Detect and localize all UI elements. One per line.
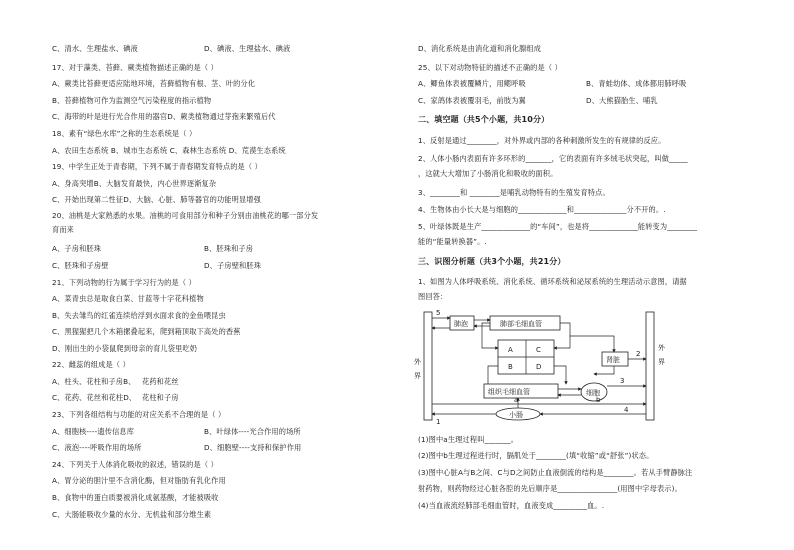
question-21: 21、下列动物的行为属于学习行为的是（ ） <box>52 278 196 287</box>
label-a: a <box>514 396 519 404</box>
diagram-subq-1: (1)图中a生理过程叫_______。 <box>418 435 519 444</box>
heart-B: B <box>508 363 513 371</box>
q24-option-b: B、食物中的蛋白质要被消化成氨基酸，才能被吸收 <box>52 493 219 502</box>
diagram-subq-3: (3)图中心脏A与B之间、C与D之间防止血液倒流的结构是________。若从手臂静脉注 <box>418 468 693 477</box>
q22-options-ab: A、柱头、花柱和子房B、 花药和花丝 <box>52 377 179 386</box>
q16-option-c: C、清水、生理盐水、碘液 D、碘液、生理盐水、碘液 <box>52 44 291 53</box>
q17-option-b: B、苔藓植物可作为监测空气污染程度的指示植物 <box>52 96 212 105</box>
question-18: 18、素有“绿色水库”之称的生态系统是（ ） <box>52 129 197 138</box>
q21-option-c: C、黑猩猩把几个木箱摞叠起来，爬到箱顶取下高处的香蕉 <box>52 327 241 336</box>
diagram-subq-2: (2)图中b生理过程进行时，膈肌处于________(填“收缩”或“舒张”)状态。 <box>418 451 654 460</box>
q23-options-ab: A、细胞核----遗传信息库 B、叶绿体----光合作用的场所 <box>52 427 301 436</box>
q25-options-ab: A、鲫鱼体表被覆鳞片，用鳃呼吸 B、青蛙幼体、成体都用肺呼吸 <box>418 79 687 88</box>
outside-left-bar <box>424 312 432 420</box>
question-24: 24、下列关于人体消化吸收的叙述，错误的是（ ） <box>52 460 218 469</box>
q21-option-a: A、菜青虫总是取食白菜、甘蓝等十字花科植物 <box>52 294 204 303</box>
fill-5: 5、叶绿体既是生产_____________的“车间”，也是将_____________能转变为________ <box>418 222 698 231</box>
heart-D: D <box>536 363 542 371</box>
q22-options-cd: C、花药、花丝和花柱D、 花柱和子房 <box>52 393 179 402</box>
section-fill-in-title: 二、填空题（共5个小题，共10分） <box>418 115 550 124</box>
question-22: 22、雌蕊的组成是（ ） <box>52 360 130 369</box>
outside-right-bar <box>646 312 654 420</box>
fill-2-cont: ，这就大大增加了小肠消化和吸收的面积。 <box>418 169 558 178</box>
label-b: b <box>596 396 601 404</box>
q24-option-c: C、大肠能吸收少量的水分、无机盐和部分维生素 <box>52 510 212 519</box>
diagram-subq-4: (4)当血液流经肺部毛细血管时，血液变成_________血。. <box>418 501 605 510</box>
question-17: 17、对于藻类、苔藓、蕨类植物描述正确的是（ ） <box>52 63 218 72</box>
outside-left-label-2: 界 <box>414 372 421 380</box>
q17-option-a: A、蕨类比苔藓更适应陆地环境，苔藓植物有根、茎、叶的分化 <box>52 79 256 88</box>
question-20: 20、油桃是大家熟悉的水果。油桃的可食用部分和种子分别由油桃花的哪一部分发 <box>52 211 319 220</box>
fill-4: 4、生物体由小长大是与细胞的_____________和______________分不开的。. <box>418 205 666 214</box>
diagram-question-1: 1、如图为人体呼吸系统、消化系统、循环系统和泌尿系统的生理活动示意图，请据 <box>418 277 687 286</box>
q24-option-a: A、胃分泌的胆汁里不含消化酶，但对脂肪有乳化作用 <box>52 476 226 485</box>
fill-5-cont: 能的“能量转换器”。. <box>418 237 487 246</box>
fill-2: 2、人体小肠内表面有许多环形的_______，它的表面有许多绒毛状突起，叫做_____ <box>418 154 688 163</box>
q17-option-c: C、海带的叶是进行光合作用的器官D、蕨类植物通过芽孢来繁殖后代 <box>52 112 276 121</box>
q24-option-d: D、消化系统是由消化道和消化腺组成 <box>418 44 542 53</box>
fill-1: 1、反射是通过________，对外界或内部的各种刺激所发生的有规律的反应。 <box>418 136 666 145</box>
diagram-question-1-cont: 图回答： <box>418 292 448 301</box>
section-diagram-title: 三、识图分析题（共3个小题，共21分） <box>418 257 566 266</box>
diagram-subq-3-cont: 射药物，则药物经过心脏各腔的先后顺序是________________(用图中字母表示)。 <box>418 484 682 493</box>
q20-options-ab: A、子房和胚珠 B、胚珠和子房 <box>52 244 254 253</box>
tissue-capillary-label: 组织毛细血管 <box>488 388 530 396</box>
label-3: 3 <box>620 377 625 385</box>
q19-option-c: C、开始出现第二性征D、大脑、心脏、肺等器官的功能明显增强 <box>52 195 261 204</box>
lung-capillary-label: 肺部毛细血管 <box>500 320 542 328</box>
cell-label: 细胞 <box>586 389 600 397</box>
heart-A: A <box>508 346 513 354</box>
q18-options: A、农田生态系统 B、城市生态系统 C、森林生态系统 D、荒漠生态系统 <box>52 146 286 155</box>
label-2: 2 <box>636 350 641 358</box>
label-1: 1 <box>436 418 441 426</box>
question-25: 25、以下对动物特征的描述不正确的是（ ） <box>418 63 562 72</box>
q25-options-cd: C、家鸽体表被覆羽毛，前肢为翼 D、大熊猫胎生、哺乳 <box>418 96 658 105</box>
physiology-diagram <box>414 306 678 431</box>
outside-left-label: 外 <box>414 358 421 366</box>
outside-right-label: 外 <box>658 344 665 352</box>
label-5: 5 <box>436 309 441 317</box>
q19-option-a: A、身高突增B、大脑发育最快，内心世界逐渐复杂 <box>52 179 217 188</box>
label-4: 4 <box>624 406 629 414</box>
q21-option-b: B、失去雏鸟的红雀连续给浮到水面求食的金鱼喂昆虫 <box>52 311 226 320</box>
q20-options-cd: C、胚珠和子房壁 D、子房壁和胚珠 <box>52 261 262 270</box>
question-23: 23、下列各组结构与功能的对应关系不合理的是（ ） <box>52 410 226 419</box>
kidney-label: 肾脏 <box>606 356 620 364</box>
question-20-cont: 育而来 <box>52 225 75 234</box>
question-19: 19、中学生正处于青春期，下列不属于青春期发育特点的是（ ） <box>52 162 262 171</box>
q23-options-cd: C、液泡----呼吸作用的场所 D、细胞壁----支持和保护作用 <box>52 443 302 452</box>
q21-option-d: D、刚出生的小袋鼠爬到母亲的育儿袋里吃奶 <box>52 344 198 353</box>
small-intestine-label: 小肠 <box>509 411 523 419</box>
alveoli-label: 肺泡 <box>454 320 468 328</box>
fill-3: 3、________和 ________是哺乳动物特有的生殖发育特点。 <box>418 188 610 197</box>
heart-C: C <box>536 346 541 354</box>
outside-right-label-2: 界 <box>658 358 665 366</box>
